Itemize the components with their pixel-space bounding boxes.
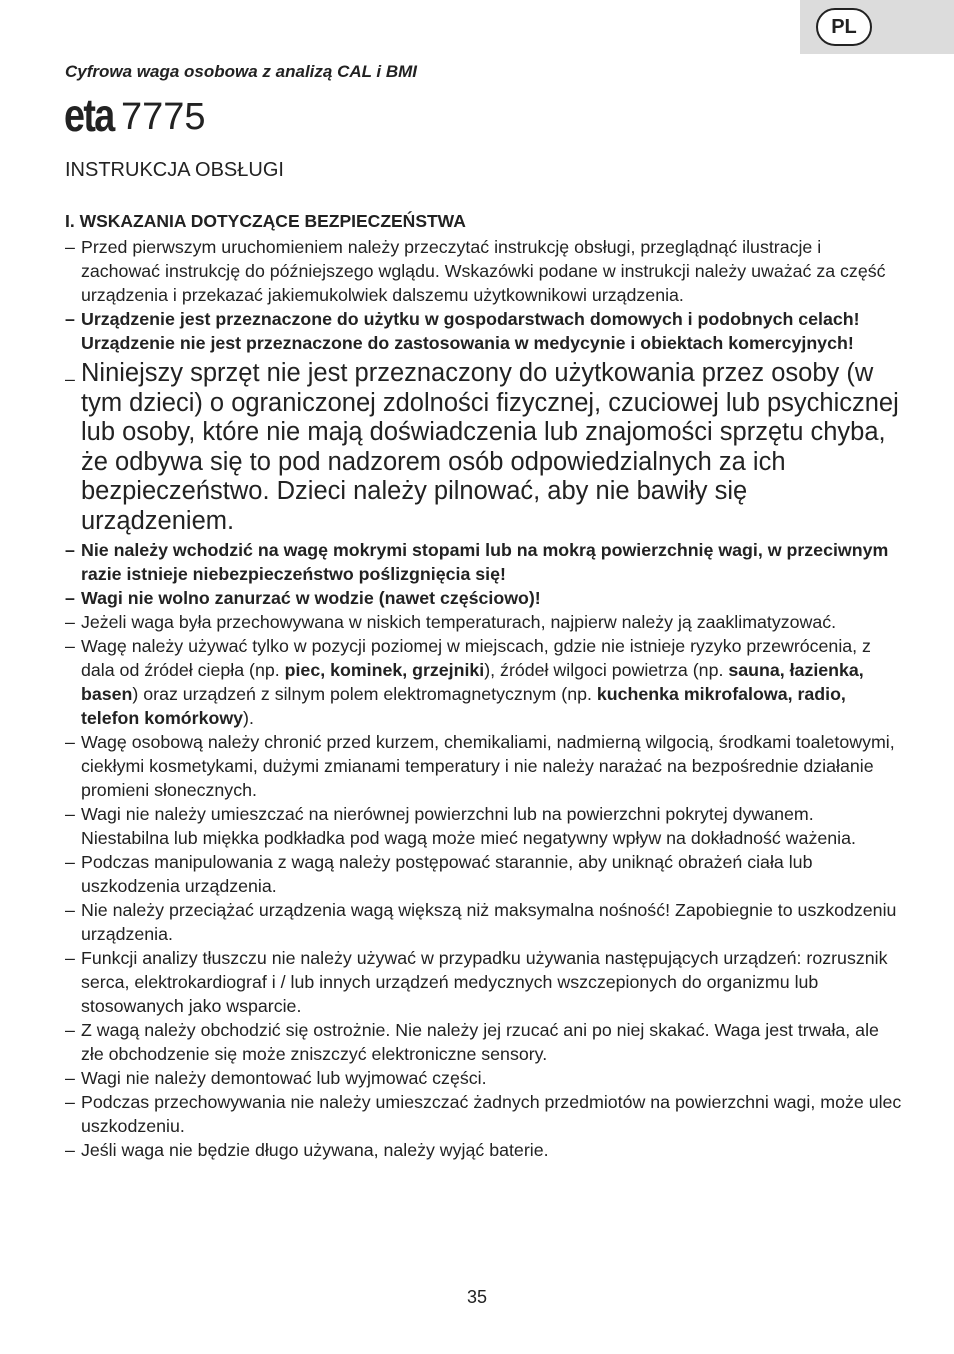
page-number: 35	[466, 1287, 488, 1307]
list-item: – Z wagą należy obchodzić się ostrożnie. Nie należy jej rzucać ani po niej skakać. Waga jest trwała, ale złe obchodzenie się może zniszczyć elektroniczne sensory.	[65, 1018, 905, 1066]
list-item: – Funkcji analizy tłuszczu nie należy używać w przypadku używania następujących urządzeń: rozrusznik serca, elektrokardiograf i / lub innych urządzeń medycznych wszczepionych do organizmu lub stosowanych jako wsparcie.	[65, 946, 905, 1018]
item-text: ), źródeł wilgoci powietrza (np.	[484, 660, 729, 680]
language-tab	[800, 0, 954, 54]
list-item: – Jeśli waga nie będzie długo używana, należy wyjąć baterie.	[65, 1138, 905, 1162]
list-item: – Wagę osobową należy chronić przed kurzem, chemikaliami, nadmierną wilgocią, środkami toaletowymi, ciekłymi kosmetykami, dużymi zmianami temperatury i nie należy narażać na bezpośrednie działanie promieni słonecznych.	[65, 730, 905, 802]
section-heading: I. WSKAZANIA DOTYCZĄCE BEZPIECZEŃSTWA	[65, 211, 466, 231]
safety-instructions-list	[65, 235, 905, 1162]
language-badge: PL	[816, 8, 872, 46]
brand-logo: eta	[64, 89, 114, 141]
list-item: – Wagi nie należy umieszczać na nierównej powierzchni lub na powierzchni pokrytej dywanem. Niestabilna lub miękka podkładka pod wagą może mieć negatywny wpływ na dokładność ważenia.	[65, 802, 905, 850]
list-item: – Niniejszy sprzęt nie jest przeznaczony do użytkowania przez osoby (w tym dzieci) o ograniczonej zdolności fizycznej, czuciowej lub psychicznej lub osoby, które nie mają doświadczenia lub znajomości sprzętu chyba, że odbywa się to pod nadzorem osób odpowiedzialnych za ich bezpieczeństwo. Dzieci należy pilnować, aby nie bawiły się urządzeniem.	[65, 359, 905, 536]
item-text: ) oraz urządzeń z silnym polem elektromagnetycznym (np.	[132, 684, 597, 704]
list-item: – Podczas manipulowania z wagą należy postępować starannie, aby uniknąć obrażeń ciała lub uszkodzenia urządzenia.	[65, 850, 905, 898]
list-item: – Podczas przechowywania nie należy umieszczać żadnych przedmiotów na powierzchni wagi, może ulec uszkodzeniu.	[65, 1090, 905, 1138]
list-item: – Nie należy przeciążać urządzenia wagą większą niż maksymalna nośność! Zapobiegnie to uszkodzeniu urządzenia.	[65, 898, 905, 946]
item-emphasis: piec, kominek, grzejniki	[284, 660, 485, 680]
item-text: Wagę należy używać tylko w pozycji poziomej w miejscach, gdzie nie istnieje ryzyko przewrócenia, z dala od źródeł ciepła (np.	[81, 636, 871, 680]
list-item	[65, 634, 905, 730]
list-item: – Jeżeli waga była przechowywana w niskich temperaturach, najpierw należy ją zaaklimatyzować.	[65, 610, 905, 634]
list-item: – Wagi nie wolno zanurzać w wodzie (nawet częściowo)!	[65, 586, 905, 610]
list-item: – Wagi nie należy demontować lub wyjmować części.	[65, 1066, 905, 1090]
item-emphasis: kuchenka mikrofalowa, radio, telefon komórkowy	[81, 684, 846, 728]
model-number: 7775	[120, 96, 206, 138]
item-emphasis: sauna, łazienka, basen	[81, 660, 864, 704]
product-subtitle: Cyfrowa waga osobowa z analizą CAL i BMI	[65, 62, 418, 81]
list-item: – Przed pierwszym uruchomieniem należy przeczytać instrukcję obsługi, przeglądnąć ilustracje i zachować instrukcję do późniejszego wglądu. Wskazówki podane w instrukcji należy uważać za część urządzenia i przekazać jakiemukolwiek dalszemu użytkownikowi urządzenia.	[65, 235, 905, 307]
list-item: – Urządzenie jest przeznaczone do użytku w gospodarstwach domowych i podobnych celach! Urządzenie nie jest przeznaczone do zastosowania w medycynie i obiektach komercyjnych!	[65, 307, 905, 355]
list-item: – Nie należy wchodzić na wagę mokrymi stopami lub na mokrą powierzchnię wagi, w przeciwnym razie istnieje niebezpieczeństwo poślizgnięcia się!	[65, 538, 905, 586]
brand-header	[64, 88, 206, 141]
item-text: ).	[243, 708, 254, 728]
manual-title: INSTRUKCJA OBSŁUGI	[65, 159, 284, 181]
